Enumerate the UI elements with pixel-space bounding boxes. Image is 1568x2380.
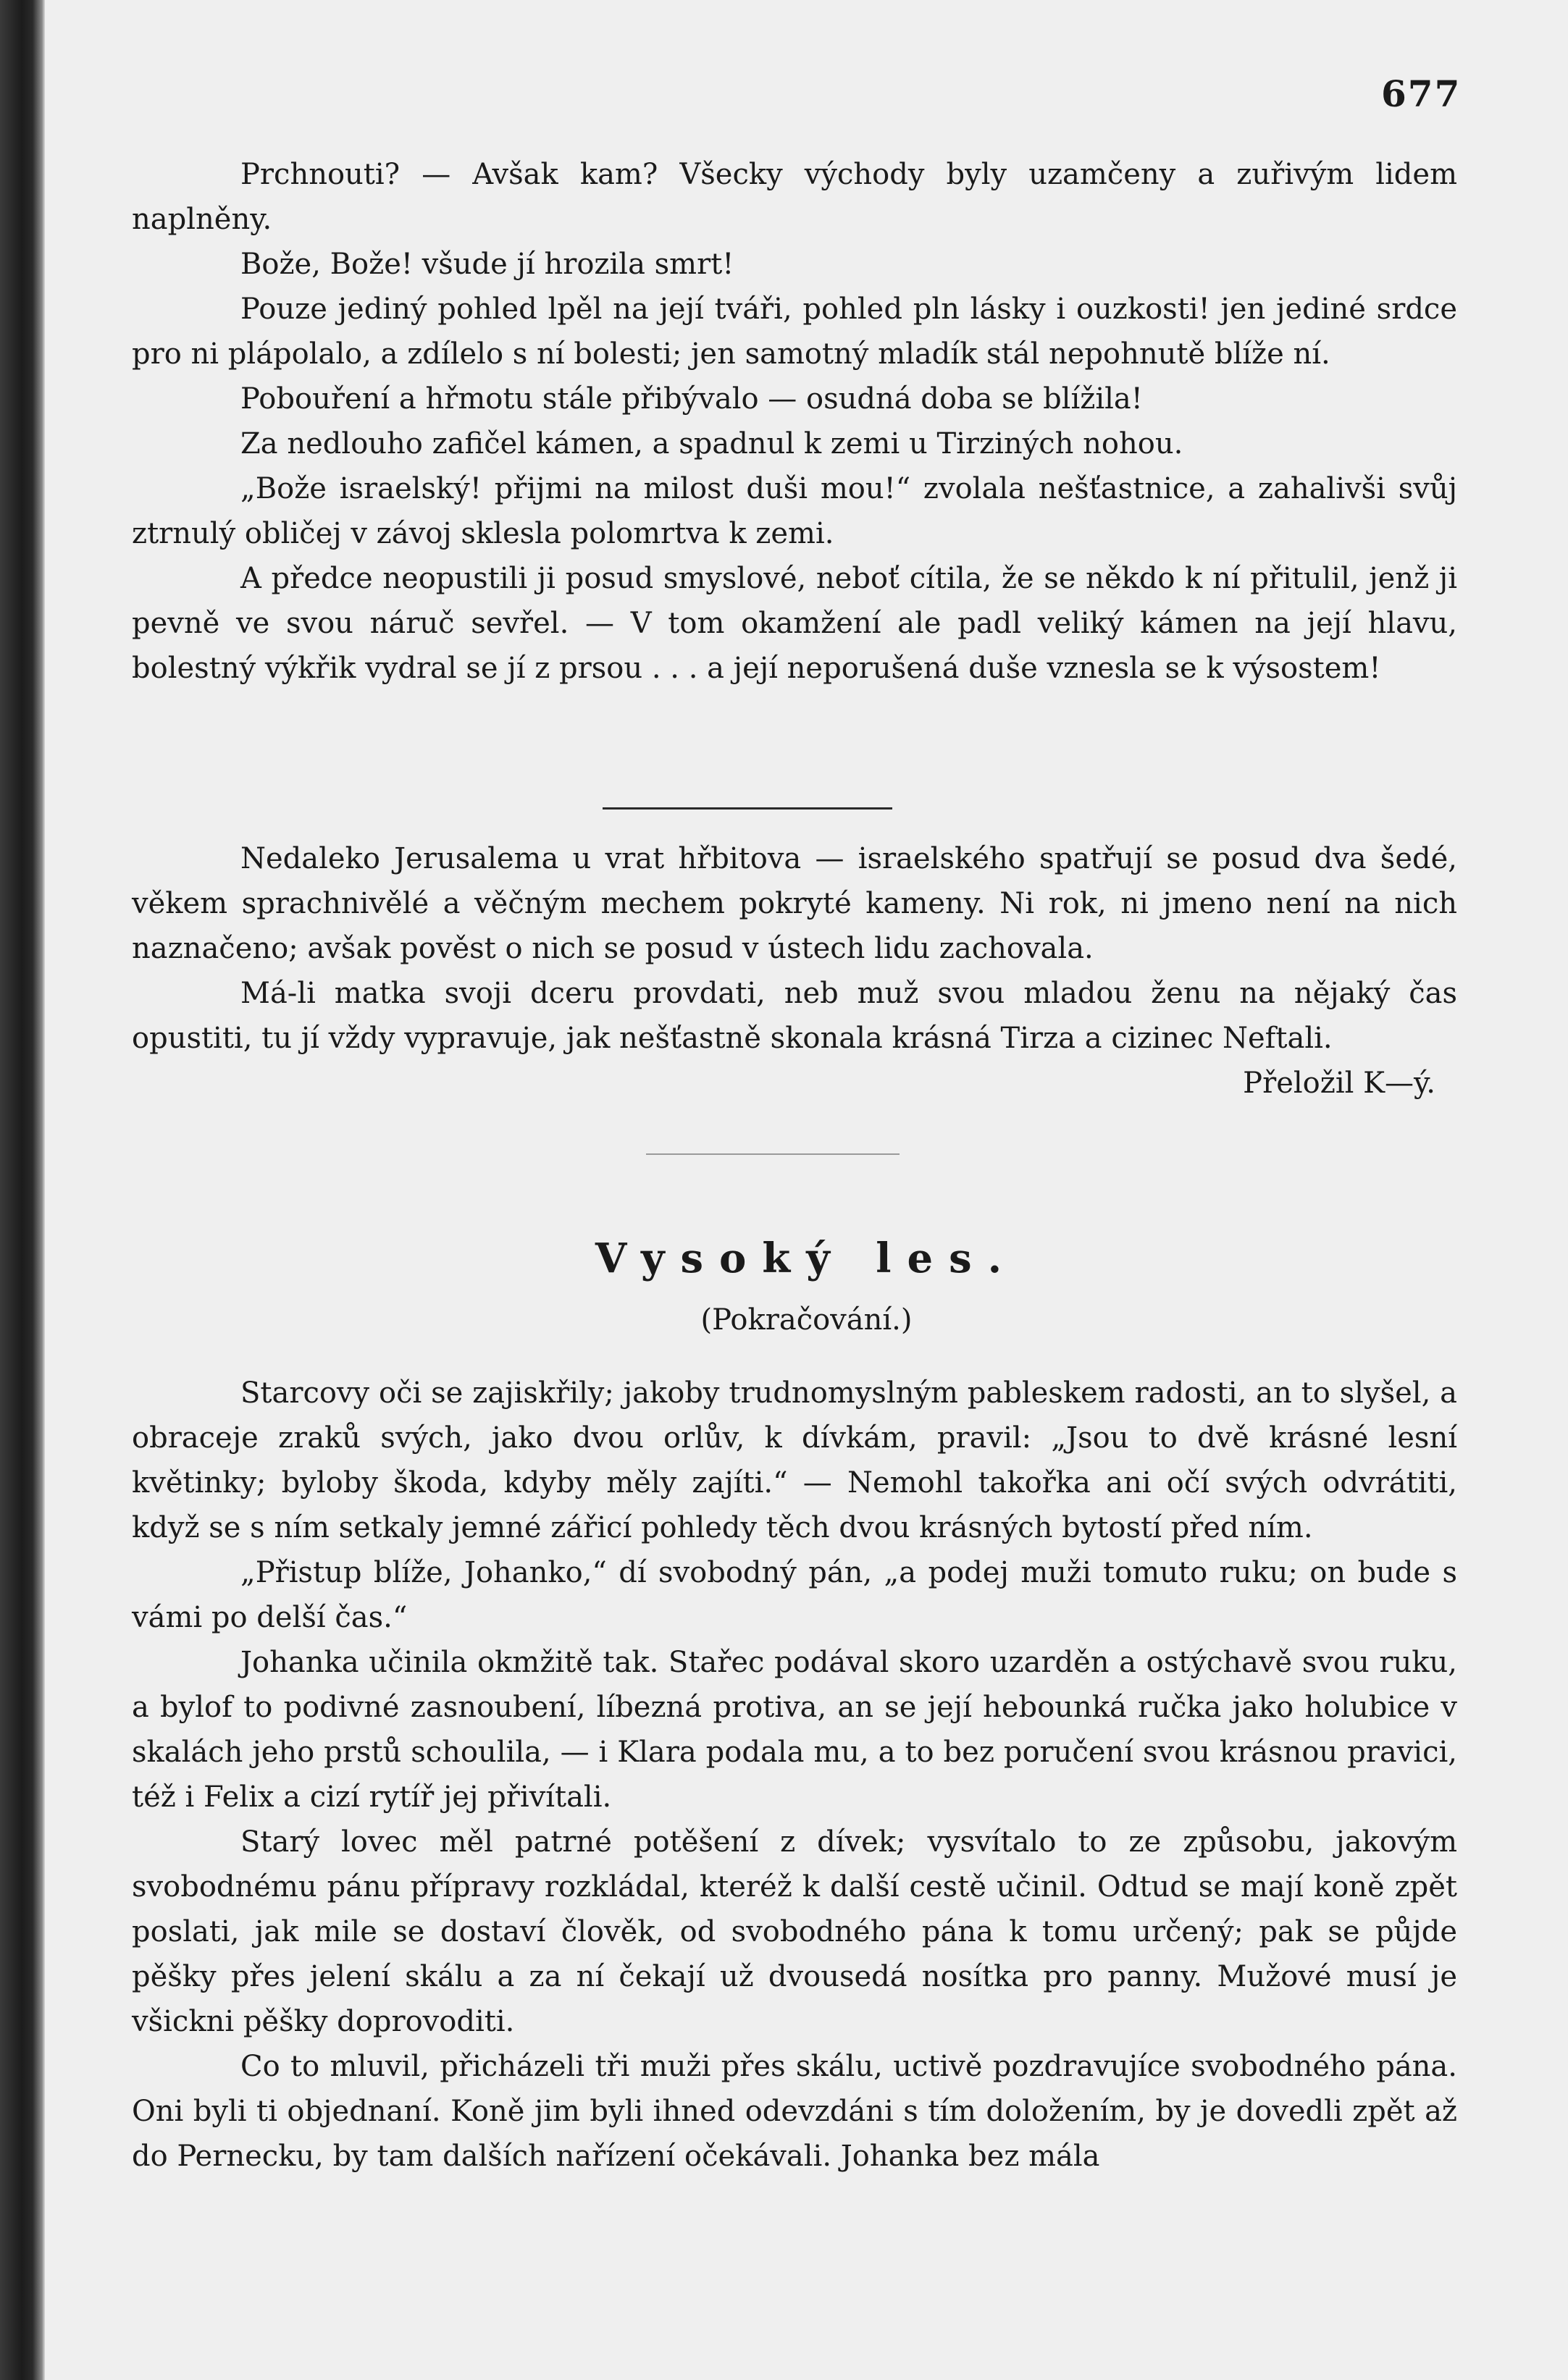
end-divider <box>646 1153 900 1155</box>
article-paragraph: „Přistup blíže, Johanko,“ dí svobodný pán, „a podej muži tomuto ruku; on bude s vámi po delší čas.“ <box>132 1556 1457 1634</box>
epilogue-section <box>132 836 1457 1106</box>
story-paragraph: Pouze jediný pohled lpěl na její tváři, pohled pln lásky i ouzkosti! jen jediné srdce pro ni plápolalo, a zdílelo s ní bolesti; jen samotný mladík stál nepohnutě blíže ní. <box>132 293 1457 371</box>
article-subtitle: (Pokračování.) <box>700 1303 913 1337</box>
translator-signature: Přeložil K—ý. <box>1243 1067 1435 1100</box>
story-end-section <box>132 152 1457 691</box>
story-paragraph: Bože, Bože! všude jí hrozila smrt! <box>240 248 734 281</box>
article-paragraph: Starcovy oči se zajiskřily; jakoby trudnomyslným pableskem radosti, an to slyšel, a obraceje zraků svých, jako dvou orlův, k dívkám, pravil: „Jsou to dvě krásné lesní květinky; byloby škoda, kdyby měly zajíti.“ — Nemohl takořka ani očí svých odvrátiti, když se s ním setkaly jemné zářicí pohledy těch dvou krásných bytostí před ním. <box>132 1376 1457 1544</box>
page-number: 677 <box>1381 72 1462 115</box>
epilogue-paragraph: Nedaleko Jerusalema u vrat hřbitova — israelského spatřují se posud dva šedé, věkem sprachnivělé a věčným mechem pokryté kameny. Ni rok, ni jmeno není na nich naznačeno; avšak pověst o nich se posud v ústech lidu zachovala. <box>132 842 1457 965</box>
story-paragraph: Pobouření a hřmotu stále přibývalo — osudná doba se blížila! <box>240 382 1143 416</box>
story-paragraph: „Bože israelský! přijmi na milost duši mou!“ zvolala nešťastnice, a zahalivši svůj ztrnulý obličej v závoj sklesla polomrtva k zemi. <box>132 472 1457 550</box>
epilogue-paragraph: Má-li matka svoji dceru provdati, neb muž svou mladou ženu na nějaký čas opustiti, tu jí vždy vypravuje, jak nešťastně skonala krásná Tirza a cizinec Neftali. <box>132 977 1457 1055</box>
story-paragraph: Prchnouti? — Avšak kam? Všecky východy byly uzamčeny a zuřivým lidem naplněny. <box>132 158 1457 236</box>
story-paragraph: A předce neopustili ji posud smyslové, neboť cítila, že se někdo k ní přitulil, jenž ji pevně ve svou náruč sevřel. — V tom okamžení ale padl veliký kámen na její hlavu, bolestný výkřik vydral se jí z prsou . . . a její neporušená duše vznesla se k výsostem! <box>132 562 1457 685</box>
article-paragraph: Co to mluvil, přicházeli tři muži přes skálu, uctivě pozdravujíce svobodného pána. Oni byli ti objednaní. Koně jim byli ihned odevzdáni s tím doložením, by je dovedli zpět až do Pernecku, by tam dalších nařízení očekávali. Johanka bez mála <box>132 2050 1457 2173</box>
article-paragraph: Johanka učinila okmžitě tak. Stařec podával skoro uzarděn a ostýchavě svou ruku, a bylof to podivné zasnoubení, líbezná protiva, an se její hebounká ručka jako holubice v skalách jeho prstů schoulila, — i Klara podala mu, a to bez poručení svou krásnou pravici, též i Felix a cizí rytíř jej přivítali. <box>132 1646 1457 1814</box>
section-divider <box>603 807 892 810</box>
story-paragraph: Za nedlouho zafičel kámen, a spadnul k zemi u Tirziných nohou. <box>240 427 1183 461</box>
article-title: Vysoký les. <box>595 1235 1018 1282</box>
article-body <box>132 1371 1457 2179</box>
article-paragraph: Starý lovec měl patrné potěšení z dívek; vysvítalo to ze způsobu, jakovým svobodnému pánu přípravy rozkládal, kteréž k další cestě učinil. Odtud se mají koně zpět poslati, jak mile se dostaví člověk, od svobodného pána k tomu určený; pak se půjde pěšky přes jelení skálu a za ní čekají už dvousedá nosítka pro panny. Mužové musí je všickni pěšky doprovoditi. <box>132 1825 1457 2038</box>
binding-edge <box>0 0 45 2380</box>
book-page <box>45 0 1568 2380</box>
